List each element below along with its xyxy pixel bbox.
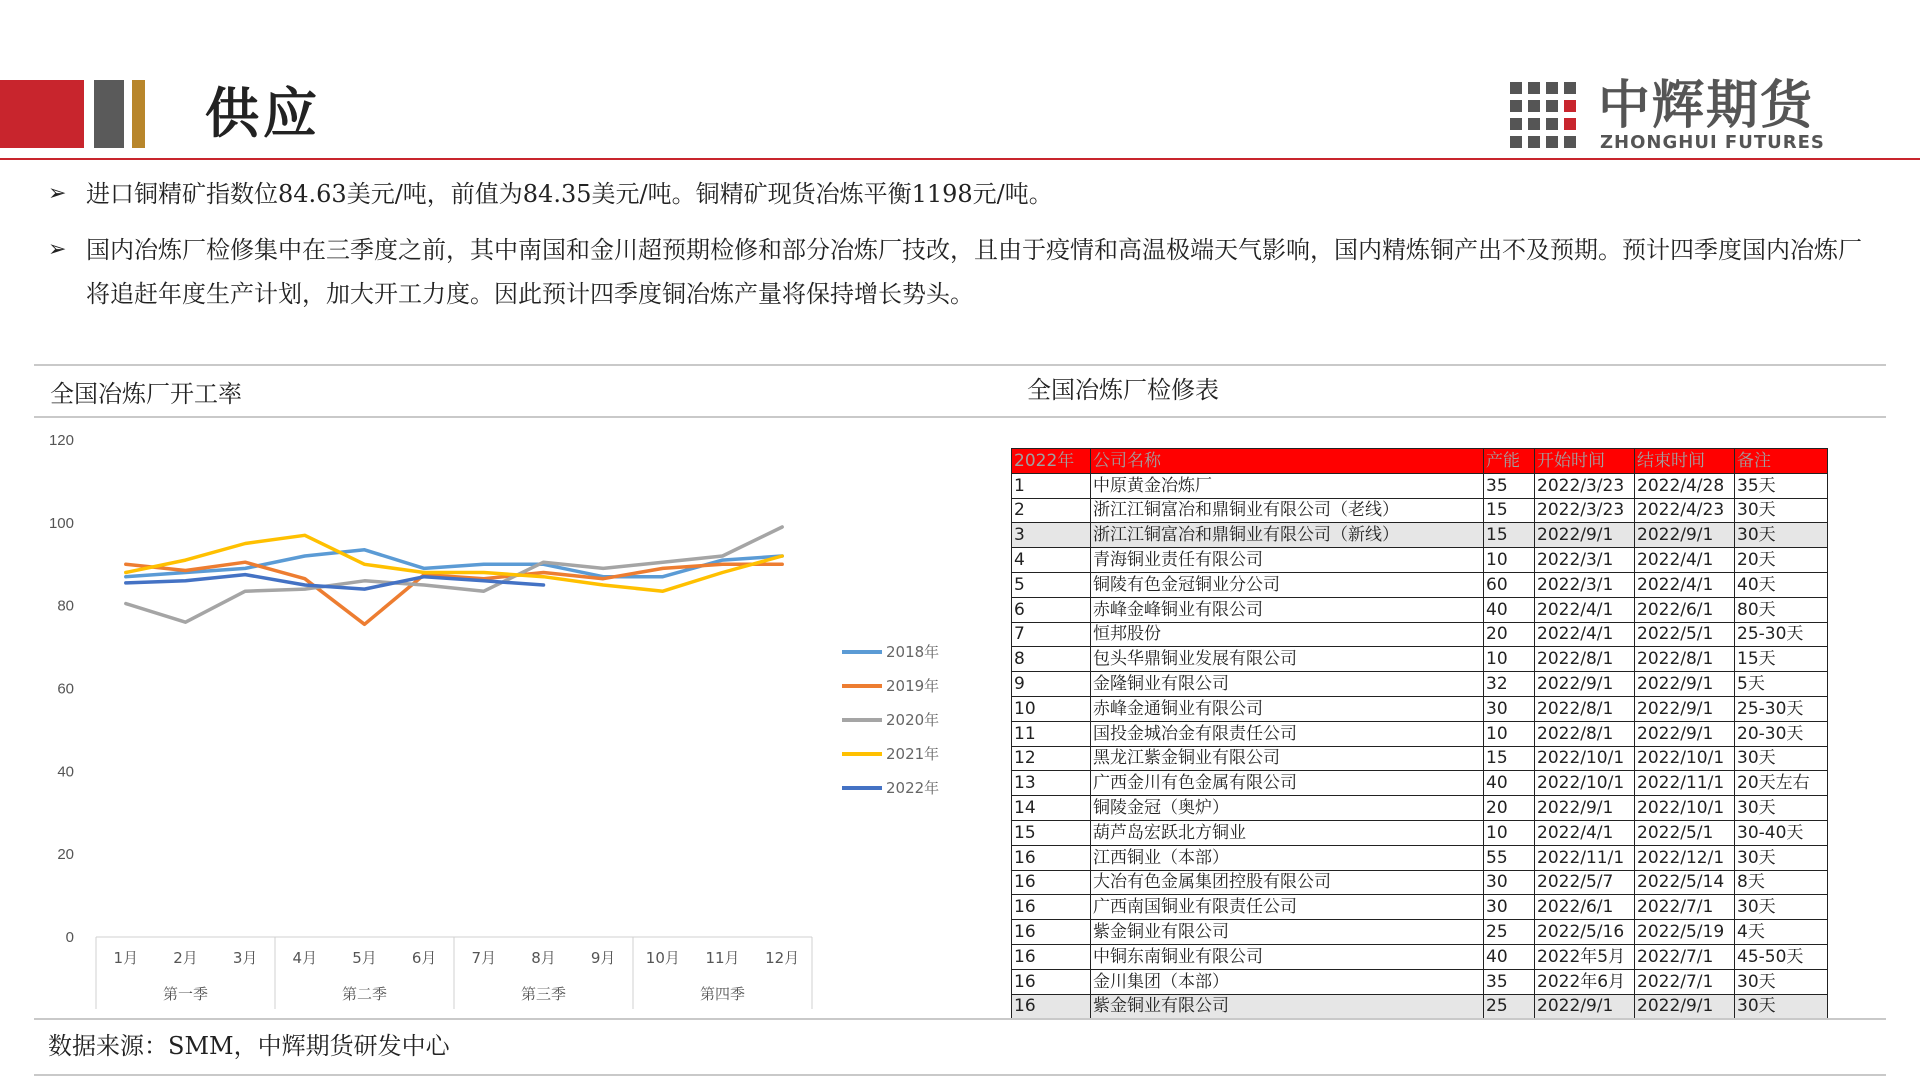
table-row	[1012, 672, 1828, 697]
row-index: 5	[1012, 572, 1091, 597]
y-tick-label: 120	[48, 432, 74, 449]
logo-square	[1528, 118, 1540, 130]
capacity: 35	[1484, 473, 1535, 498]
logo-grid-icon	[1510, 82, 1586, 148]
capacity: 10	[1484, 647, 1535, 672]
start-date: 2022/4/1	[1535, 597, 1635, 622]
y-tick-label: 0	[65, 929, 74, 946]
legend-item	[842, 643, 939, 661]
capacity: 10	[1484, 548, 1535, 573]
company-name: 中铜东南铜业有限公司	[1091, 944, 1484, 969]
table-row	[1012, 523, 1828, 548]
table-row	[1012, 647, 1828, 672]
header-gold-block	[132, 80, 145, 148]
company-name: 赤峰金通铜业有限公司	[1091, 696, 1484, 721]
y-tick-label: 100	[48, 514, 74, 532]
end-date: 2022/9/1	[1635, 721, 1735, 746]
row-index: 16	[1012, 994, 1091, 1019]
row-index: 1	[1012, 473, 1091, 498]
row-index: 10	[1012, 696, 1091, 721]
note: 30天	[1735, 845, 1828, 870]
x-tick-label: 6月	[411, 949, 437, 967]
end-date: 2022/4/1	[1635, 572, 1735, 597]
logo-chinese-name: 中辉期货	[1598, 76, 1815, 136]
capacity: 10	[1484, 820, 1535, 845]
row-index: 16	[1012, 870, 1091, 895]
table-row	[1012, 920, 1828, 945]
header-capacity: 产能	[1484, 449, 1535, 474]
company-name: 中原黄金冶炼厂	[1091, 473, 1484, 498]
note: 20天	[1735, 548, 1828, 573]
logo-square	[1528, 82, 1540, 94]
quarter-label: 第一季	[162, 985, 209, 1003]
row-index: 11	[1012, 721, 1091, 746]
row-index: 16	[1012, 920, 1091, 945]
arrow-bullet-icon: ➢	[48, 237, 67, 262]
start-date: 2022/10/1	[1535, 771, 1635, 796]
end-date: 2022/11/1	[1635, 771, 1735, 796]
end-date: 2022/10/1	[1635, 796, 1735, 821]
quarter-label: 第四季	[699, 985, 746, 1003]
end-date: 2022/5/1	[1635, 622, 1735, 647]
plot-area	[126, 527, 782, 624]
header-end: 结束时间	[1635, 449, 1735, 474]
company-name: 青海铜业责任有限公司	[1091, 548, 1484, 573]
y-axis	[49, 432, 74, 946]
capacity: 40	[1484, 771, 1535, 796]
x-tick-label: 4月	[292, 949, 318, 967]
table-row	[1012, 597, 1828, 622]
logo-square	[1510, 100, 1522, 112]
series-line	[126, 535, 782, 591]
note: 30天	[1735, 523, 1828, 548]
data-source: 数据来源：SMM，中辉期货研发中心	[48, 1032, 450, 1060]
logo-square	[1564, 100, 1576, 112]
start-date: 2022/9/1	[1535, 672, 1635, 697]
series-line	[126, 527, 782, 622]
capacity: 60	[1484, 572, 1535, 597]
table-row	[1012, 820, 1828, 845]
start-date: 2022/8/1	[1535, 721, 1635, 746]
end-date: 2022/4/28	[1635, 473, 1735, 498]
start-date: 2022/3/23	[1535, 498, 1635, 523]
start-date: 2022/10/1	[1535, 746, 1635, 771]
capacity: 55	[1484, 845, 1535, 870]
row-index: 2	[1012, 498, 1091, 523]
note: 30天	[1735, 969, 1828, 994]
row-index: 7	[1012, 622, 1091, 647]
note: 20-30天	[1735, 721, 1828, 746]
end-date: 2022/10/1	[1635, 746, 1735, 771]
note: 45-50天	[1735, 944, 1828, 969]
table-row	[1012, 548, 1828, 573]
header-start: 开始时间	[1535, 449, 1635, 474]
table-row	[1012, 870, 1828, 895]
note: 30-40天	[1735, 820, 1828, 845]
start-date: 2022/3/1	[1535, 572, 1635, 597]
note: 30天	[1735, 746, 1828, 771]
bullet-text: 国内冶炼厂检修集中在三季度之前，其中南国和金川超预期检修和部分冶炼厂技改，且由于疫情和高温极端天气影响，国内精炼铜产出不及预期。预计四季度国内冶炼厂将追赶年度生产计划，加大开工力度。因此预计四季度铜冶炼产量将保持增长势头。	[86, 236, 1862, 308]
bullet-text: 进口铜精矿指数位84.63美元/吨，前值为84.35美元/吨。铜精矿现货冶炼平衡1198元/吨。	[86, 180, 1053, 208]
logo-square	[1564, 118, 1576, 130]
company-name: 葫芦岛宏跃北方铜业	[1091, 820, 1484, 845]
header-divider	[0, 158, 1920, 160]
capacity: 15	[1484, 746, 1535, 771]
x-tick-label: 3月	[232, 949, 258, 967]
legend-item	[842, 779, 939, 797]
company-name: 广西金川有色金属有限公司	[1091, 771, 1484, 796]
note: 25-30天	[1735, 622, 1828, 647]
end-date: 2022/9/1	[1635, 672, 1735, 697]
x-tick-label: 10月	[645, 949, 680, 967]
end-date: 2022/5/19	[1635, 920, 1735, 945]
end-date: 2022/6/1	[1635, 597, 1735, 622]
logo-square	[1528, 136, 1540, 148]
row-index: 3	[1012, 523, 1091, 548]
capacity: 40	[1484, 944, 1535, 969]
note: 20天左右	[1735, 771, 1828, 796]
note: 8天	[1735, 870, 1828, 895]
company-name: 广西南国铜业有限责任公司	[1091, 895, 1484, 920]
table-row	[1012, 944, 1828, 969]
table-row	[1012, 473, 1828, 498]
section-top-divider	[34, 364, 1886, 366]
end-date: 2022/12/1	[1635, 845, 1735, 870]
capacity: 20	[1484, 796, 1535, 821]
end-date: 2022/7/1	[1635, 895, 1735, 920]
company-name: 金川集团（本部）	[1091, 969, 1484, 994]
start-date: 2022/11/1	[1535, 845, 1635, 870]
header-red-block	[0, 80, 84, 148]
legend-label: 2020年	[886, 711, 940, 729]
table-row	[1012, 771, 1828, 796]
capacity: 15	[1484, 498, 1535, 523]
x-tick-label: 7月	[471, 949, 497, 967]
row-index: 16	[1012, 845, 1091, 870]
bullet-list	[48, 172, 1868, 328]
capacity: 32	[1484, 672, 1535, 697]
logo-english-name: ZHONGHUI FUTURES	[1600, 132, 1825, 153]
maintenance-table	[1011, 448, 1828, 1019]
company-name: 浙江江铜富冶和鼎铜业有限公司（新线）	[1091, 523, 1484, 548]
logo-square	[1564, 82, 1576, 94]
row-index: 16	[1012, 944, 1091, 969]
footer-top-divider	[34, 1018, 1886, 1020]
end-date: 2022/9/1	[1635, 994, 1735, 1019]
capacity: 20	[1484, 622, 1535, 647]
x-tick-label: 11月	[705, 949, 740, 967]
legend-label: 2021年	[886, 745, 940, 763]
row-index: 8	[1012, 647, 1091, 672]
header-gray-block	[94, 80, 124, 148]
company-name: 铜陵金冠（奥炉）	[1091, 796, 1484, 821]
logo-square	[1546, 136, 1558, 148]
logo-square	[1528, 100, 1540, 112]
row-index: 16	[1012, 969, 1091, 994]
note: 30天	[1735, 498, 1828, 523]
logo-square	[1546, 100, 1558, 112]
company-name: 包头华鼎铜业发展有限公司	[1091, 647, 1484, 672]
legend-label: 2022年	[886, 779, 940, 797]
table-row	[1012, 994, 1828, 1019]
start-date: 2022年6月	[1535, 969, 1635, 994]
logo-square	[1510, 82, 1522, 94]
capacity: 30	[1484, 895, 1535, 920]
logo-square	[1510, 118, 1522, 130]
legend-label: 2018年	[886, 643, 940, 661]
row-index: 9	[1012, 672, 1091, 697]
quarter-label: 第二季	[341, 985, 388, 1003]
start-date: 2022/6/1	[1535, 895, 1635, 920]
company-name: 紫金铜业有限公司	[1091, 920, 1484, 945]
company-name: 铜陵有色金冠铜业分公司	[1091, 572, 1484, 597]
table-row	[1012, 845, 1828, 870]
company-name: 金隆铜业有限公司	[1091, 672, 1484, 697]
table-row	[1012, 622, 1828, 647]
capacity: 40	[1484, 597, 1535, 622]
x-tick-label: 9月	[590, 949, 616, 967]
bullet-item	[48, 228, 1868, 316]
y-tick-label: 20	[57, 846, 74, 864]
company-name: 浙江江铜富冶和鼎铜业有限公司（老线）	[1091, 498, 1484, 523]
start-date: 2022/9/1	[1535, 994, 1635, 1019]
start-date: 2022/4/1	[1535, 622, 1635, 647]
x-tick-label: 5月	[352, 949, 377, 967]
arrow-bullet-icon: ➢	[48, 181, 67, 206]
table-row	[1012, 796, 1828, 821]
x-tick-label: 12月	[765, 949, 800, 967]
table-row	[1012, 969, 1828, 994]
capacity: 25	[1484, 994, 1535, 1019]
header-note: 备注	[1735, 449, 1828, 474]
note: 40天	[1735, 572, 1828, 597]
start-date: 2022/8/1	[1535, 647, 1635, 672]
note: 30天	[1735, 895, 1828, 920]
utilization-line-chart	[30, 420, 990, 1020]
logo-square	[1564, 136, 1576, 148]
note: 35天	[1735, 473, 1828, 498]
table-row	[1012, 498, 1828, 523]
footer-bottom-divider	[34, 1074, 1886, 1076]
table-row	[1012, 572, 1828, 597]
company-logo	[1510, 76, 1830, 154]
y-tick-label: 40	[57, 763, 74, 781]
x-tick-label: 8月	[531, 949, 556, 967]
legend-item	[842, 711, 939, 729]
capacity: 35	[1484, 969, 1535, 994]
company-name: 紫金铜业有限公司	[1091, 994, 1484, 1019]
start-date: 2022/3/1	[1535, 548, 1635, 573]
capacity: 30	[1484, 870, 1535, 895]
start-date: 2022/4/1	[1535, 820, 1635, 845]
company-name: 黑龙江紫金铜业有限公司	[1091, 746, 1484, 771]
header-company: 公司名称	[1091, 449, 1484, 474]
note: 25-30天	[1735, 696, 1828, 721]
end-date: 2022/7/1	[1635, 944, 1735, 969]
start-date: 2022/9/1	[1535, 523, 1635, 548]
y-tick-label: 60	[57, 680, 74, 698]
capacity: 10	[1484, 721, 1535, 746]
x-tick-label: 1月	[113, 949, 139, 967]
note: 30天	[1735, 994, 1828, 1019]
end-date: 2022/4/1	[1635, 548, 1735, 573]
row-index: 14	[1012, 796, 1091, 821]
x-tick-label: 2月	[173, 949, 198, 967]
end-date: 2022/4/23	[1635, 498, 1735, 523]
y-tick-label: 80	[57, 597, 74, 615]
legend-item	[842, 745, 939, 763]
start-date: 2022年5月	[1535, 944, 1635, 969]
company-name: 江西铜业（本部）	[1091, 845, 1484, 870]
capacity: 30	[1484, 696, 1535, 721]
chart-title: 全国冶炼厂开工率	[50, 380, 242, 408]
end-date: 2022/9/1	[1635, 523, 1735, 548]
legend-label: 2019年	[886, 677, 940, 695]
x-axis	[96, 937, 812, 1009]
logo-square	[1546, 118, 1558, 130]
start-date: 2022/8/1	[1535, 696, 1635, 721]
row-index: 16	[1012, 895, 1091, 920]
table-header-row	[1012, 449, 1828, 474]
note: 5天	[1735, 672, 1828, 697]
company-name: 大冶有色金属集团控股有限公司	[1091, 870, 1484, 895]
table-title: 全国冶炼厂检修表	[1027, 376, 1219, 404]
bullet-item	[48, 172, 1868, 216]
legend-item	[842, 677, 939, 695]
table-row	[1012, 746, 1828, 771]
row-index: 15	[1012, 820, 1091, 845]
header-year: 2022年	[1012, 449, 1091, 474]
end-date: 2022/7/1	[1635, 969, 1735, 994]
row-index: 13	[1012, 771, 1091, 796]
note: 30天	[1735, 796, 1828, 821]
table-row	[1012, 895, 1828, 920]
page-title: 供应	[205, 81, 321, 145]
company-name: 国投金城冶金有限责任公司	[1091, 721, 1484, 746]
quarter-label: 第三季	[520, 985, 567, 1003]
note: 4天	[1735, 920, 1828, 945]
start-date: 2022/5/7	[1535, 870, 1635, 895]
end-date: 2022/9/1	[1635, 696, 1735, 721]
company-name: 赤峰金峰铜业有限公司	[1091, 597, 1484, 622]
capacity: 15	[1484, 523, 1535, 548]
end-date: 2022/8/1	[1635, 647, 1735, 672]
row-index: 6	[1012, 597, 1091, 622]
capacity: 25	[1484, 920, 1535, 945]
row-index: 12	[1012, 746, 1091, 771]
end-date: 2022/5/14	[1635, 870, 1735, 895]
note: 15天	[1735, 647, 1828, 672]
logo-square	[1546, 82, 1558, 94]
start-date: 2022/3/23	[1535, 473, 1635, 498]
chart-legend	[842, 643, 939, 797]
table-row	[1012, 721, 1828, 746]
note: 80天	[1735, 597, 1828, 622]
logo-square	[1510, 136, 1522, 148]
row-index: 4	[1012, 548, 1091, 573]
table-row	[1012, 696, 1828, 721]
start-date: 2022/9/1	[1535, 796, 1635, 821]
company-name: 恒邦股份	[1091, 622, 1484, 647]
start-date: 2022/5/16	[1535, 920, 1635, 945]
section-title-divider	[34, 416, 1886, 418]
end-date: 2022/5/1	[1635, 820, 1735, 845]
